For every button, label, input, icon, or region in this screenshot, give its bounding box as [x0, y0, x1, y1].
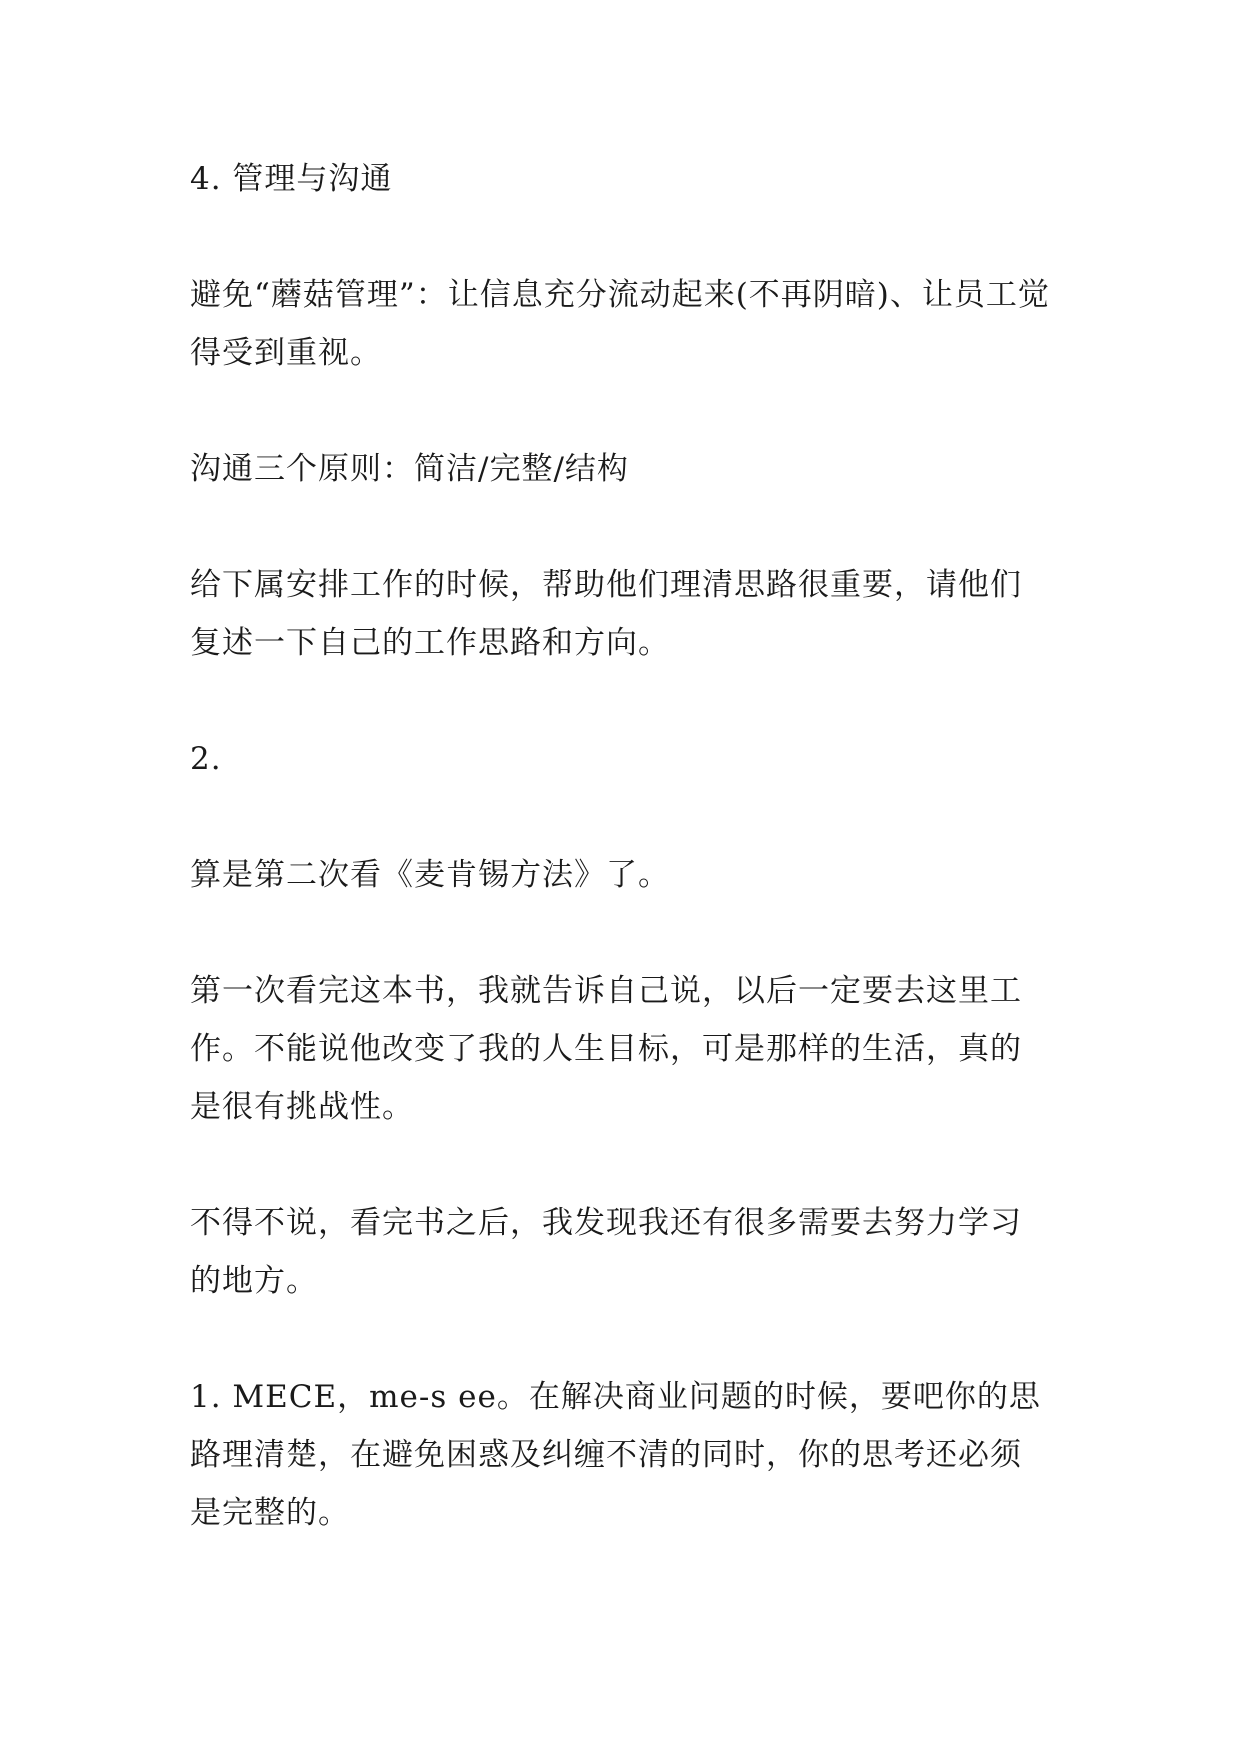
paragraph: 沟通三个原则：简洁/完整/结构 — [190, 451, 629, 487]
paragraph: 给下属安排工作的时候，帮助他们理清思路很重要，请他们复述一下自己的工作思路和方向。 — [190, 567, 1022, 661]
paragraph: 第一次看完这本书，我就告诉自己说，以后一定要去这里工作。不能说他改变了我的人生目标，可是那样的生活，真的是很有挑战性。 — [190, 973, 1022, 1125]
document-body — [190, 150, 1052, 1600]
paragraph: 避免“蘑菇管理”：让信息充分流动起来(不再阴暗)、让员工觉得受到重视。 — [190, 277, 1050, 371]
section-heading: 4. 管理与沟通 — [190, 161, 393, 197]
paragraph: 1. MECE，me-s ee。在解决商业问题的时候，要吧你的思路理清楚，在避免困惑及纠缠不清的同时，你的思考还必须是完整的。 — [190, 1379, 1041, 1531]
section-number: 2. — [190, 741, 222, 777]
paragraph: 算是第二次看《麦肯锡方法》了。 — [190, 857, 670, 893]
paragraph: 不得不说，看完书之后，我发现我还有很多需要去努力学习的地方。 — [190, 1205, 1022, 1299]
